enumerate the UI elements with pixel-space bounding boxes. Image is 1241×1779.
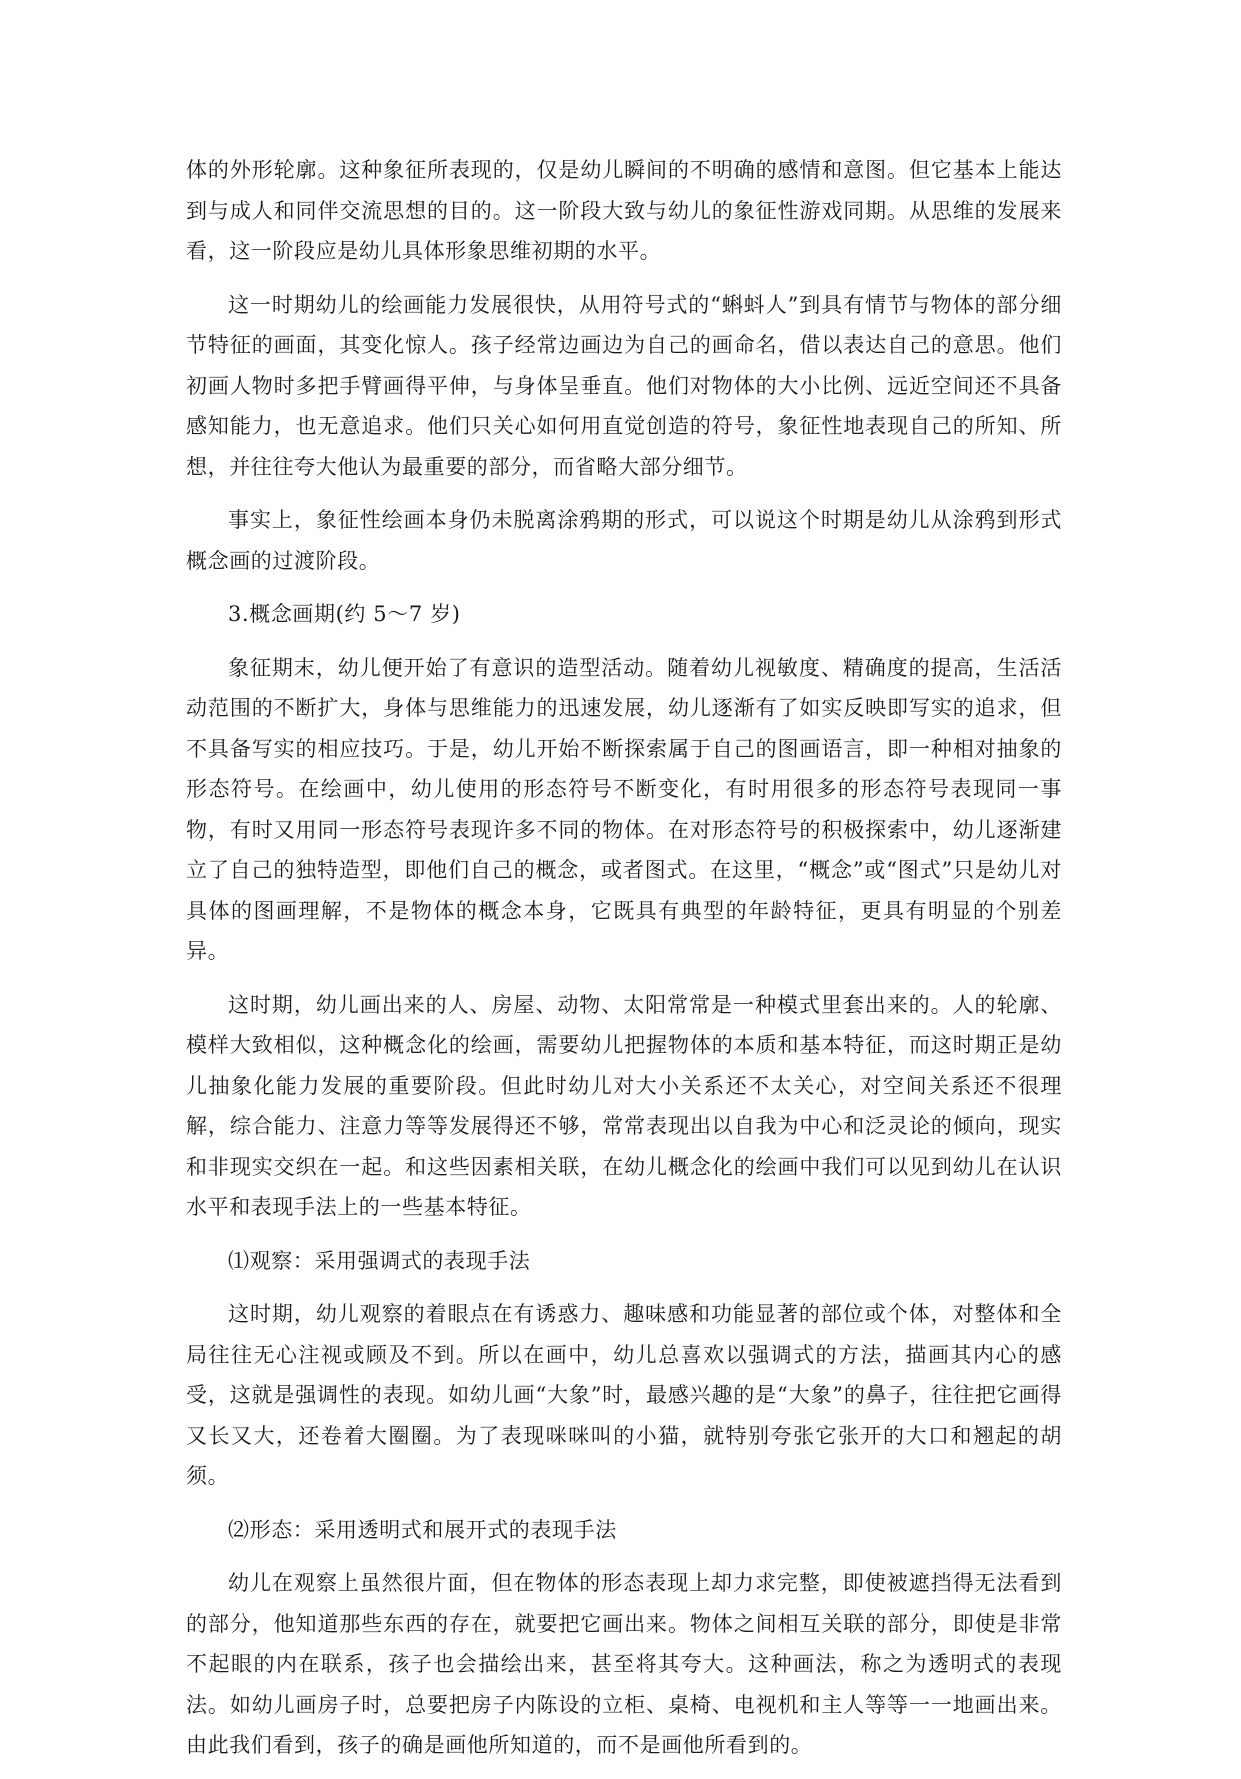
subsection-heading: ⑴观察：采用强调式的表现手法 xyxy=(228,1248,531,1273)
paragraph: 这时期，幼儿观察的着眼点在有诱惑力、趣味感和功能显著的部位或个体，对整体和全局往往无心注视或顾及不到。所以在画中，幼儿总喜欢以强调式的方法，描画其内心的感受，这就是强调性的表现。如幼儿画“大象”时，最感兴趣的是“大象”的鼻子，往往把它画得又长又大，还卷着大圈圈。为了表现咪咪叫的小猫，就特别夸张它张开的大口和翘起的胡须。 xyxy=(186,1302,1062,1488)
section-heading: 3.概念画期(约 5～7 岁) xyxy=(228,602,461,626)
document-page xyxy=(186,150,1062,1779)
paragraph: 象征期末，幼儿便开始了有意识的造型活动。随着幼儿视敏度、精确度的提高，生活活动范围的不断扩大，身体与思维能力的迅速发展，幼儿逐渐有了如实反映即写实的追求，但不具备写实的相应技巧。于是，幼儿开始不断探索属于自己的图画语言，即一种相对抽象的形态符号。在绘画中，幼儿使用的形态符号不断变化，有时用很多的形态符号表现同一事物，有时又用同一形态符号表现许多不同的物体。在对形态符号的积极探索中，幼儿逐渐建立了自己的独特造型，即他们自己的概念，或者图式。在这里，“概念”或“图式”只是幼儿对具体的图画理解，不是物体的概念本身，它既具有典型的年龄特征，更具有明显的个别差异。 xyxy=(186,655,1062,963)
subsection-heading: ⑵形态：采用透明式和展开式的表现手法 xyxy=(228,1517,617,1542)
paragraph: 幼儿在观察上虽然很片面，但在物体的形态表现上却力求完整，即使被遮挡得无法看到的部分，他知道那些东西的存在，就要把它画出来。物体之间相互关联的部分，即使是非常不起眼的内在联系，孩子也会描绘出来，甚至将其夸大。这种画法，称之为透明式的表现法。如幼儿画房子时，总要把房子内陈设的立柜、桌椅、电视机和主人等等一一地画出来。由此我们看到，孩子的确是画他所知道的，而不是画他所看到的。 xyxy=(186,1571,1062,1757)
paragraph-continued: 体的外形轮廓。这种象征所表现的，仅是幼儿瞬间的不明确的感情和意图。但它基本上能达到与成人和同伴交流思想的目的。这一阶段大致与幼儿的象征性游戏同期。从思维的发展来看，这一阶段应是幼儿具体形象思维初期的水平。 xyxy=(186,158,1062,263)
paragraph: 这时期，幼儿画出来的人、房屋、动物、太阳常常是一种模式里套出来的。人的轮廓、模样大致相似，这种概念化的绘画，需要幼儿把握物体的本质和基本特征，而这时期正是幼儿抽象化能力发展的重要阶段。但此时幼儿对大小关系还不太关心，对空间关系还不很理解，综合能力、注意力等等发展得还不够，常常表现出以自我为中心和泛灵论的倾向，现实和非现实交织在一起。和这些因素相关联，在幼儿概念化的绘画中我们可以见到幼儿在认识水平和表现手法上的一些基本特征。 xyxy=(186,992,1062,1219)
paragraph: 事实上，象征性绘画本身仍未脱离涂鸦期的形式，可以说这个时期是幼儿从涂鸦到形式概念画的过渡阶段。 xyxy=(186,508,1062,573)
paragraph: 这一时期幼儿的绘画能力发展很快，从用符号式的“蝌蚪人”到具有情节与物体的部分细节特征的画面，其变化惊人。孩子经常边画边为自己的画命名，借以表达自己的意思。他们初画人物时多把手臂画得平伸，与身体呈垂直。他们对物体的大小比例、远近空间还不具备感知能力，也无意追求。他们只关心如何用直觉创造的符号，象征性地表现自己的所知、所想，并往往夸大他认为最重要的部分，而省略大部分细节。 xyxy=(186,292,1062,479)
